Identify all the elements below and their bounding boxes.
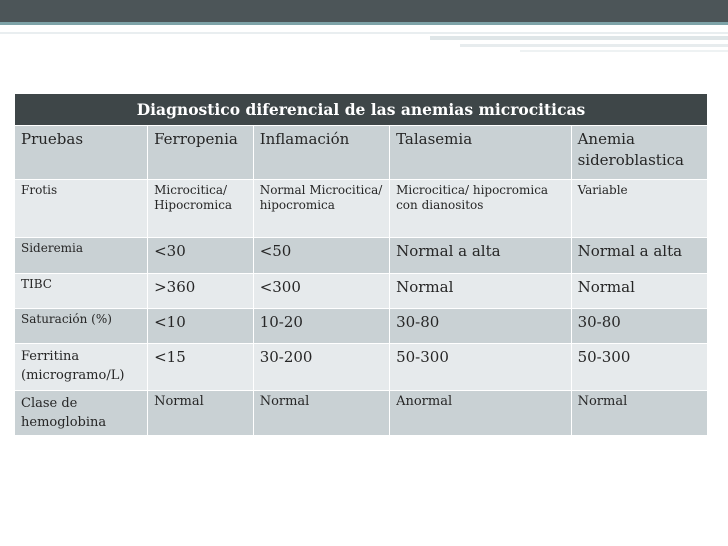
slide-decor-stripe: [430, 36, 728, 40]
header-cell: Ferropenia: [148, 126, 254, 180]
table-row: [15, 180, 708, 238]
table-cell: Normal: [148, 391, 254, 436]
table-cell: Anormal: [390, 391, 572, 436]
table-cell: Normal a alta: [571, 238, 707, 274]
table-cell: Normal: [390, 274, 572, 309]
table-row: [15, 238, 708, 274]
slide-top-bar: [0, 0, 728, 22]
table-row: [15, 309, 708, 344]
table-cell: 30-200: [253, 344, 389, 391]
row-label-cell: Saturación (%): [15, 309, 148, 344]
table-cell: Microcitica/ hipocromica con dianositos: [390, 180, 572, 238]
table-row: [15, 344, 708, 391]
header-cell: Talasemia: [390, 126, 572, 180]
row-label-cell: Clase de hemoglobina: [15, 391, 148, 436]
table-cell: <10: [148, 309, 254, 344]
slide-decor-stripe: [0, 32, 728, 34]
slide-accent-line: [0, 22, 728, 25]
table-cell: Normal Microcitica/ hipocromica: [253, 180, 389, 238]
table-cell: <50: [253, 238, 389, 274]
differential-diagnosis-table: [14, 93, 708, 436]
table-title-row: [15, 94, 708, 126]
table-cell: Normal: [253, 391, 389, 436]
table-cell: Variable: [571, 180, 707, 238]
slide-decor-stripe: [460, 44, 728, 47]
header-cell: Anemia sideroblastica: [571, 126, 707, 180]
table-cell: Normal: [571, 274, 707, 309]
row-label-cell: Frotis: [15, 180, 148, 238]
header-cell: Pruebas: [15, 126, 148, 180]
table-cell: 50-300: [390, 344, 572, 391]
header-cell: Inflamación: [253, 126, 389, 180]
slide-decor-stripe: [520, 50, 728, 52]
table-cell: <15: [148, 344, 254, 391]
table-cell: 10-20: [253, 309, 389, 344]
table-row: [15, 391, 708, 436]
table-cell: <300: [253, 274, 389, 309]
table-cell: Normal: [571, 391, 707, 436]
table-cell: 30-80: [390, 309, 572, 344]
table-cell: Microcitica/ Hipocromica: [148, 180, 254, 238]
table-title: Diagnostico diferencial de las anemias microciticas: [15, 94, 708, 126]
table-cell: <30: [148, 238, 254, 274]
table-cell: >360: [148, 274, 254, 309]
table-header-row: [15, 126, 708, 180]
table-row: [15, 274, 708, 309]
table-cell: 50-300: [571, 344, 707, 391]
row-label-cell: Sideremia: [15, 238, 148, 274]
table-cell: Normal a alta: [390, 238, 572, 274]
table-cell: 30-80: [571, 309, 707, 344]
row-label-cell: Ferritina (microgramo/L): [15, 344, 148, 391]
row-label-cell: TIBC: [15, 274, 148, 309]
